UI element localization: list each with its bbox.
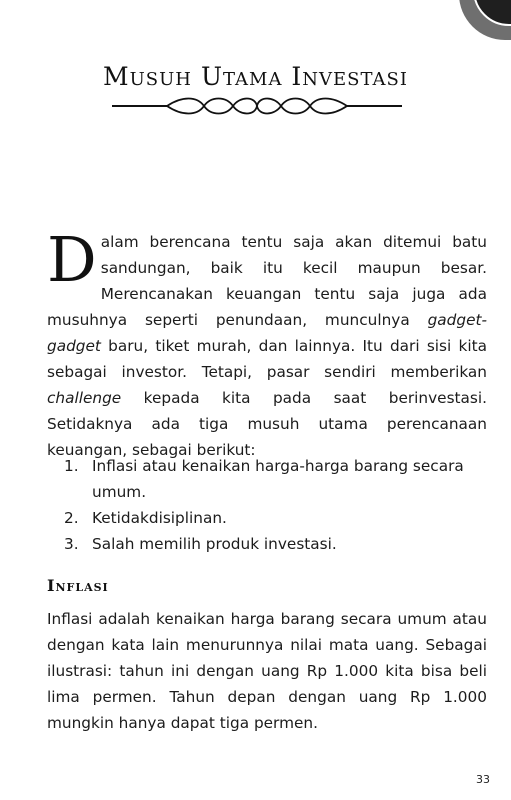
intro-text-1: alam berencana tentu saja akan ditemui batu sandungan, baik itu kecil maupun besar. Merencanakan keuangan tentu saja juga ada musuhnya seperti penundaan, munculnya [47, 233, 487, 329]
list-item-number: 3. [64, 535, 79, 553]
list-item [64, 453, 484, 505]
intro-text-2: baru, tiket murah, dan lainnya. Itu dari sisi kita sebagai investor. Tetapi, pasar sendiri memberikan [47, 337, 487, 381]
list-item [64, 531, 484, 557]
page-number: 33 [476, 773, 490, 786]
list-item [64, 505, 484, 531]
intro-italic-gadget: gadget-gadget [47, 311, 487, 355]
scroll-ornament-icon [112, 96, 402, 116]
list-item-text: Ketidakdisiplinan. [92, 509, 227, 527]
intro-paragraph [47, 223, 487, 463]
list-item-text: Inflasi atau kenaikan harga-harga barang secara umum. [92, 457, 464, 501]
drop-cap: D [47, 223, 97, 296]
list-item-number: 2. [64, 509, 79, 527]
intro-italic-challenge: challenge [47, 389, 122, 407]
enemy-list [64, 453, 484, 557]
inflation-paragraph: Inflasi adalah kenaikan harga barang secara umum atau dengan kata lain menurunnya nilai mata uang. Sebagai ilustrasi: tahun ini dengan uang Rp 1.000 kita bisa beli lima permen. Tahun depan dengan uang Rp 1.000 mungkin hanya dapat tiga permen. [47, 610, 487, 732]
intro-text-3: kepada kita pada saat berinvestasi. Setidaknya ada tiga musuh utama perencanaan keuangan, sebagai berikut: [47, 389, 487, 459]
section-heading: Inflasi [47, 576, 109, 595]
list-item-number: 1. [64, 457, 79, 475]
page-title: Musuh Utama Investasi [103, 62, 408, 91]
list-item-text: Salah memilih produk investasi. [92, 535, 337, 553]
